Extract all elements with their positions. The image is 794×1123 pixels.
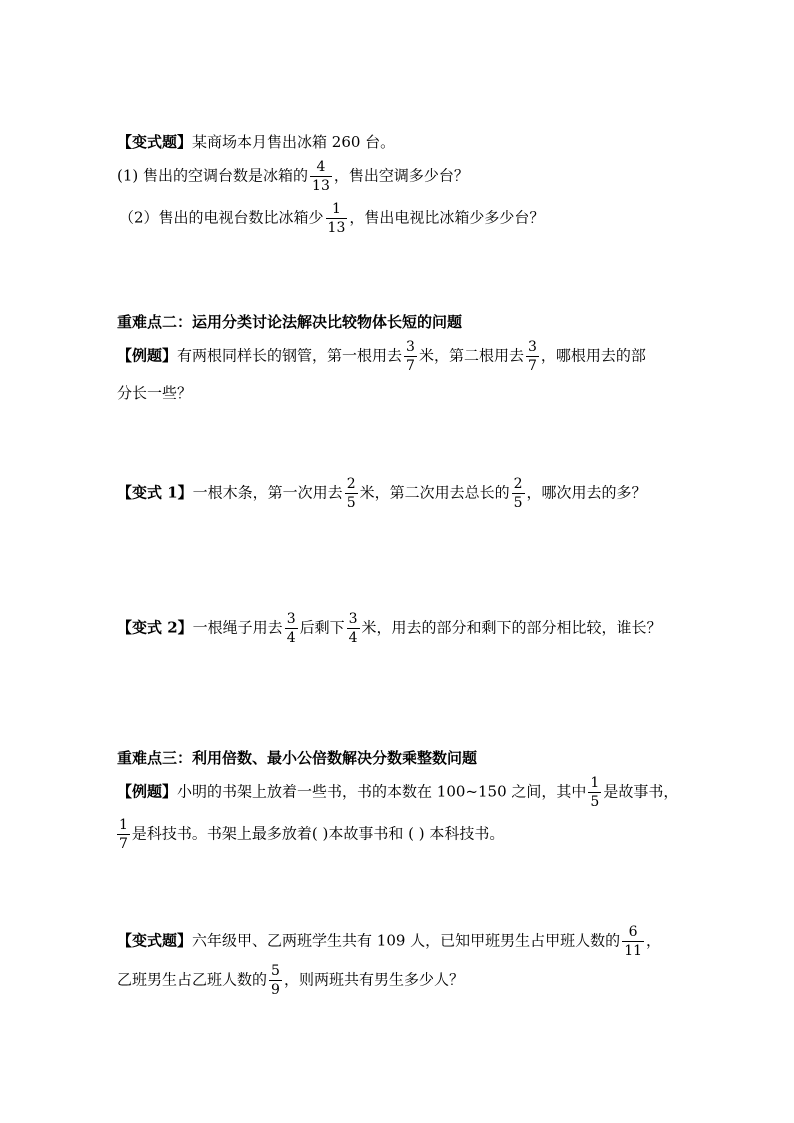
- example-tag: 【例题】: [117, 782, 178, 801]
- section2-variant1: 【变式 1】一根木条，第一次用去 $\frac{2}{5}$ 米，第二次用去总长的 $\frac{2}{5}$ ，哪次用去的多？: [117, 476, 647, 511]
- fraction: $\frac{3}{7}$: [406, 339, 415, 374]
- fraction: $\frac{3}{7}$: [527, 339, 537, 374]
- section2-example: 【例题】有两根同样长的钢管，第一根用去 $\frac{3}{7}$ 米，第二根用去 $\frac{3}{7}$ ，哪根用去的部: [117, 339, 646, 374]
- fraction: $\frac{1}{5}$: [590, 775, 600, 810]
- q1-text-end: ，售出空调多少台？: [333, 166, 469, 185]
- section3-heading: 重难点三：利用倍数、最小公倍数解决分数乘整数问题: [117, 749, 478, 767]
- example-tag: 【例题】: [117, 346, 178, 365]
- fraction: $\frac{3}{4}$: [286, 611, 296, 646]
- section3-variant-line2: 乙班男生占乙班人数的 $\frac{5}{9}$ ，则两班共有男生多少人？: [117, 963, 464, 998]
- problem1-question1: [117, 160, 734, 193]
- problem1-question2: [119, 202, 734, 235]
- q2-text-end: ，售出电视比冰箱少多少台？: [349, 208, 545, 227]
- fraction: $\frac{3}{4}$: [348, 611, 358, 646]
- section3-variant: 【变式题】六年级甲、乙两班学生共有 109 人，已知甲班男生占甲班人数的 $\frac{6}{11}$ ，: [117, 924, 662, 959]
- problem1-tag: 【变式题】: [117, 133, 193, 151]
- problem1-statement: [117, 132, 734, 153]
- fraction: $\frac{1}{13}$: [327, 201, 346, 236]
- section2-heading: 重难点二：运用分类讨论法解决比较物体长短的问题: [117, 313, 463, 331]
- fraction: $\frac{6}{11}$: [624, 924, 643, 959]
- section3-example-line2: $\frac{1}{7}$ 是科技书。书架上最多放着( )本故事书和 ( ) 本科技书。: [119, 817, 505, 852]
- fraction: $\frac{4}{13}$: [312, 159, 330, 194]
- fraction: $\frac{1}{7}$: [119, 817, 128, 852]
- q2-text: （2）售出的电视台数比冰箱少: [119, 208, 324, 227]
- problem1-text: 某商场本月售出冰箱 260 台。: [192, 133, 396, 151]
- section2-variant2: 【变式 2】一根绳子用去 $\frac{3}{4}$ 后剩下 $\frac{3}{4}$ 米，用去的部分和剩下的部分相比较，谁长？: [117, 611, 662, 646]
- fraction: $\frac{2}{5}$: [513, 476, 523, 511]
- fraction: $\frac{5}{9}$: [271, 963, 280, 998]
- variant1-tag: 【变式 1】: [117, 483, 193, 502]
- fraction: $\frac{2}{5}$: [346, 476, 356, 511]
- variant-tag: 【变式题】: [117, 931, 193, 950]
- section3-example: 【例题】小明的书架上放着一些书，书的本数在 100~150 之间，其中 $\frac{1}{5}$ 是故事书，: [117, 775, 679, 810]
- variant2-tag: 【变式 2】: [117, 618, 193, 637]
- section2-example-line2: 分长一些？: [117, 384, 193, 402]
- q1-text: (1) 售出的空调台数是冰箱的: [117, 166, 309, 185]
